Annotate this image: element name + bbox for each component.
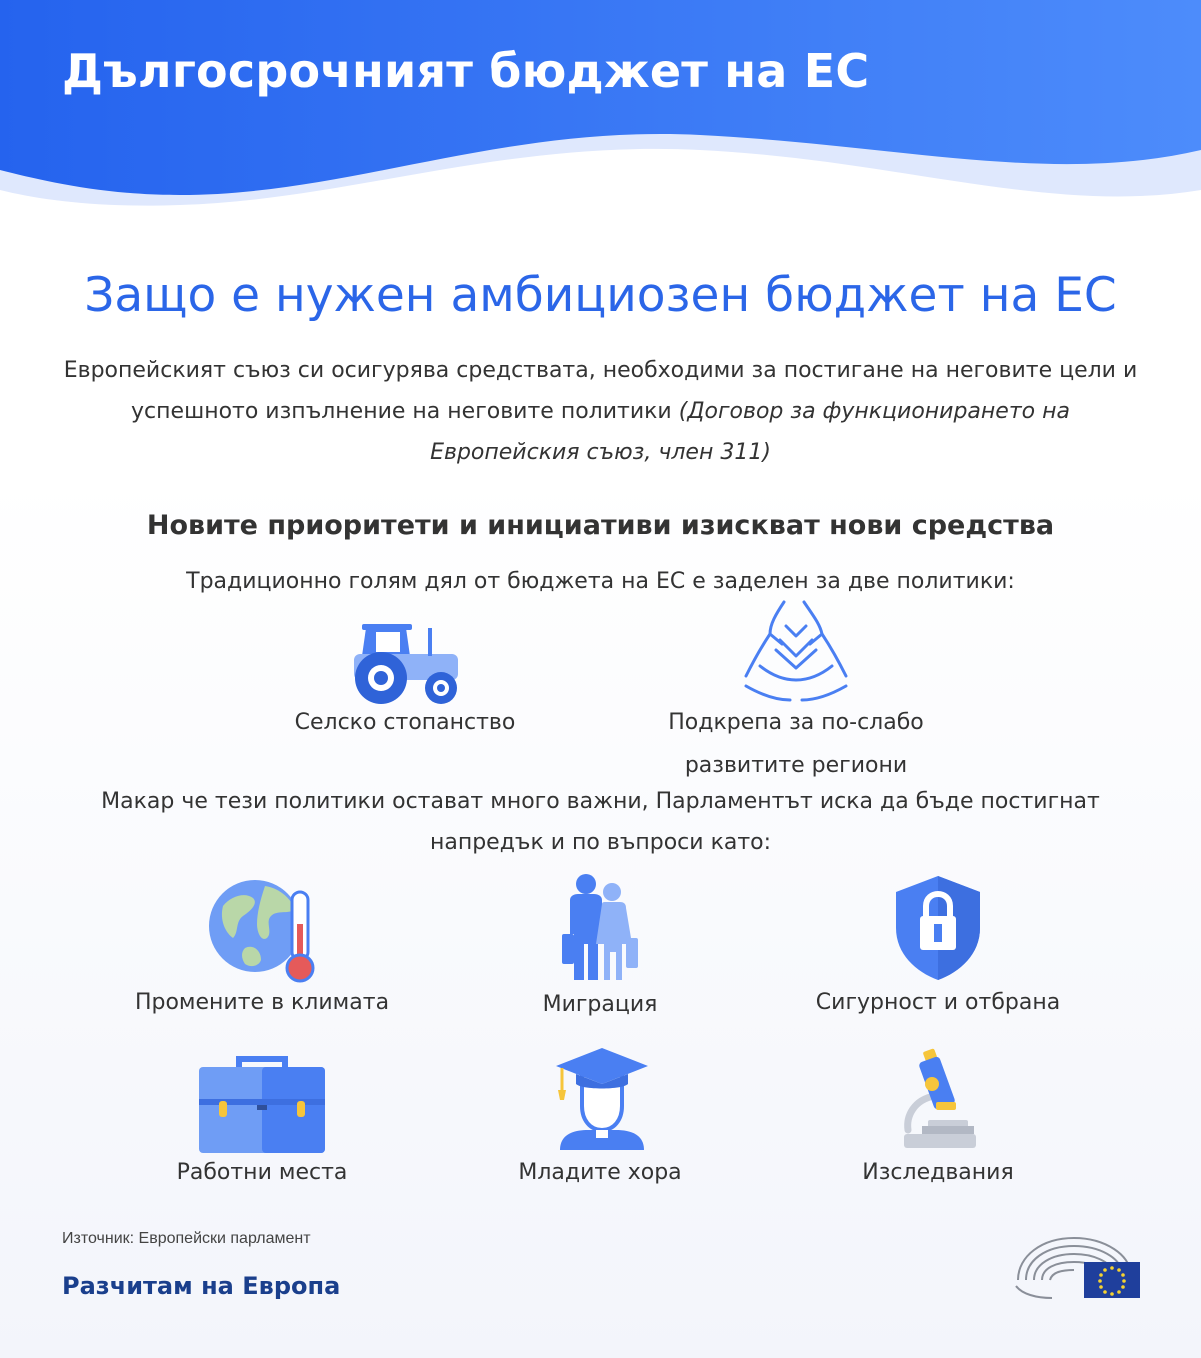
shield-lock-icon (892, 874, 984, 982)
priorities-heading: Новите приоритети и инициативи изискват нови средства (146, 510, 1055, 541)
header-banner (0, 0, 1201, 230)
label-youth: Младите хора (518, 1160, 682, 1185)
source-note: Източник: Европейски парламент (62, 1230, 311, 1247)
tractor-icon (348, 618, 463, 708)
slogan: Разчитам на Европа (62, 1272, 341, 1300)
graduate-icon (552, 1046, 652, 1152)
label-climate: Промените в климата (134, 990, 390, 1015)
label-migration: Миграция (542, 992, 658, 1017)
briefcase-icon (197, 1055, 327, 1155)
label-security: Сигурност и отбрана (815, 990, 1061, 1015)
section-title: Защо е нужен амбициозен бюджет на ЕС (84, 268, 1117, 323)
label-agriculture: Селско стопанство (294, 710, 516, 735)
header-wave (0, 0, 1201, 230)
family-luggage-icon (558, 872, 642, 984)
globe-thermometer-icon (205, 872, 323, 988)
microscope-icon (900, 1046, 976, 1152)
hands-icon (740, 600, 852, 704)
european-parliament-logo (1012, 1228, 1142, 1300)
progress-text-line1: Макар че тези политики остават много важни, Парламентът иска да бъде постигнат (101, 789, 1100, 814)
intro-paragraph (55, 350, 1146, 473)
label-regions (620, 701, 972, 787)
label-jobs: Работни места (176, 1160, 348, 1185)
label-research: Изследвания (862, 1160, 1014, 1185)
progress-text-line2: напредък и по въпроси като: (429, 830, 772, 855)
traditional-text: Традиционно голям дял от бюджета на ЕС е заделен за две политики: (186, 569, 1015, 594)
page-title: Дългосрочният бюджет на ЕС (62, 44, 870, 98)
treaty-citation: (Договор за функционирането на Европейския съюз, член 311) (430, 399, 1070, 465)
label-regions-line2: развитите региони (684, 753, 908, 778)
intro-text: Европейският съюз си осигурява средствата, необходими за постигане на неговите цели и успешното изпълнение на неговите политики (63, 358, 1138, 424)
label-regions-line1: Подкрепа за по-слабо (668, 710, 924, 735)
